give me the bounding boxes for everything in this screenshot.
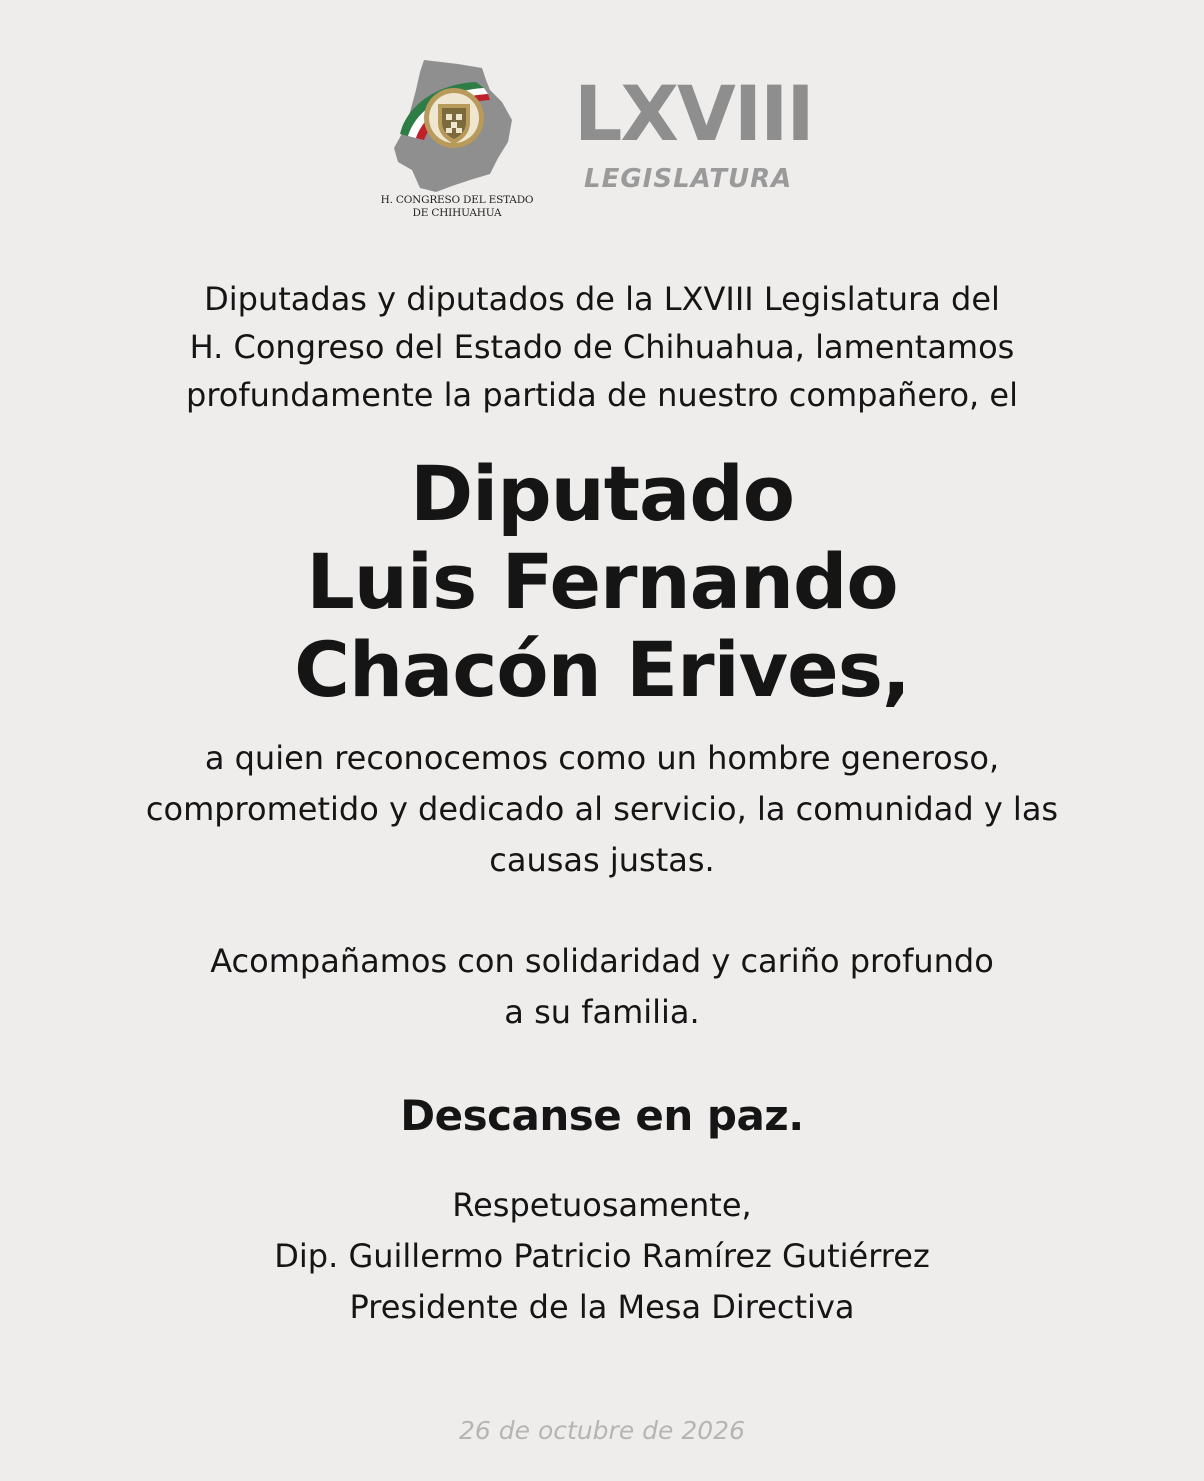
tribute-line-1: a quien reconocemos como un hombre generoso, (204, 739, 1000, 777)
congress-name-line-1: H. CONGRESO DEL ESTADO (380, 194, 534, 206)
signature-block (0, 1180, 1204, 1333)
congress-logo (372, 58, 542, 223)
header (0, 58, 1204, 228)
legislature-word: LEGISLATURA (584, 164, 793, 194)
signatory-name: Dip. Guillermo Patricio Ramírez Gutiérrez (274, 1237, 930, 1275)
tribute-line-3: causas justas. (489, 841, 715, 879)
family-line-2: a su familia. (504, 993, 700, 1031)
tribute-paragraph (0, 733, 1204, 886)
intro-line-1: Diputadas y diputados de la LXVIII Legislatura del (204, 280, 1000, 318)
family-line-1: Acompañamos con solidaridad y cariño profundo (210, 942, 994, 980)
chihuahua-map-seal-icon (372, 58, 542, 198)
intro-line-2: H. Congreso del Estado de Chihuahua, lamentamos (189, 328, 1015, 366)
name-line-3: Chacón Erives, (294, 625, 910, 714)
rest-in-peace: Descanse en paz. (400, 1091, 804, 1140)
intro-paragraph (0, 275, 1204, 419)
deceased-name-heading (0, 450, 1204, 714)
name-line-1: Diputado (410, 449, 794, 538)
document-date: 26 de octubre de 2026 (459, 1416, 745, 1445)
congress-name-line-2: DE CHIHUAHUA (412, 207, 502, 219)
intro-line-3: profundamente la partida de nuestro compañero, el (186, 376, 1018, 414)
legislature-number: LXVIII (574, 69, 813, 158)
signature-closing: Respetuosamente, (452, 1186, 752, 1224)
family-paragraph (0, 936, 1204, 1038)
tribute-line-2: comprometido y dedicado al servicio, la comunidad y las (145, 790, 1059, 828)
congress-name (372, 194, 542, 220)
signatory-title: Presidente de la Mesa Directiva (349, 1288, 855, 1326)
name-line-2: Luis Fernando (306, 537, 898, 626)
